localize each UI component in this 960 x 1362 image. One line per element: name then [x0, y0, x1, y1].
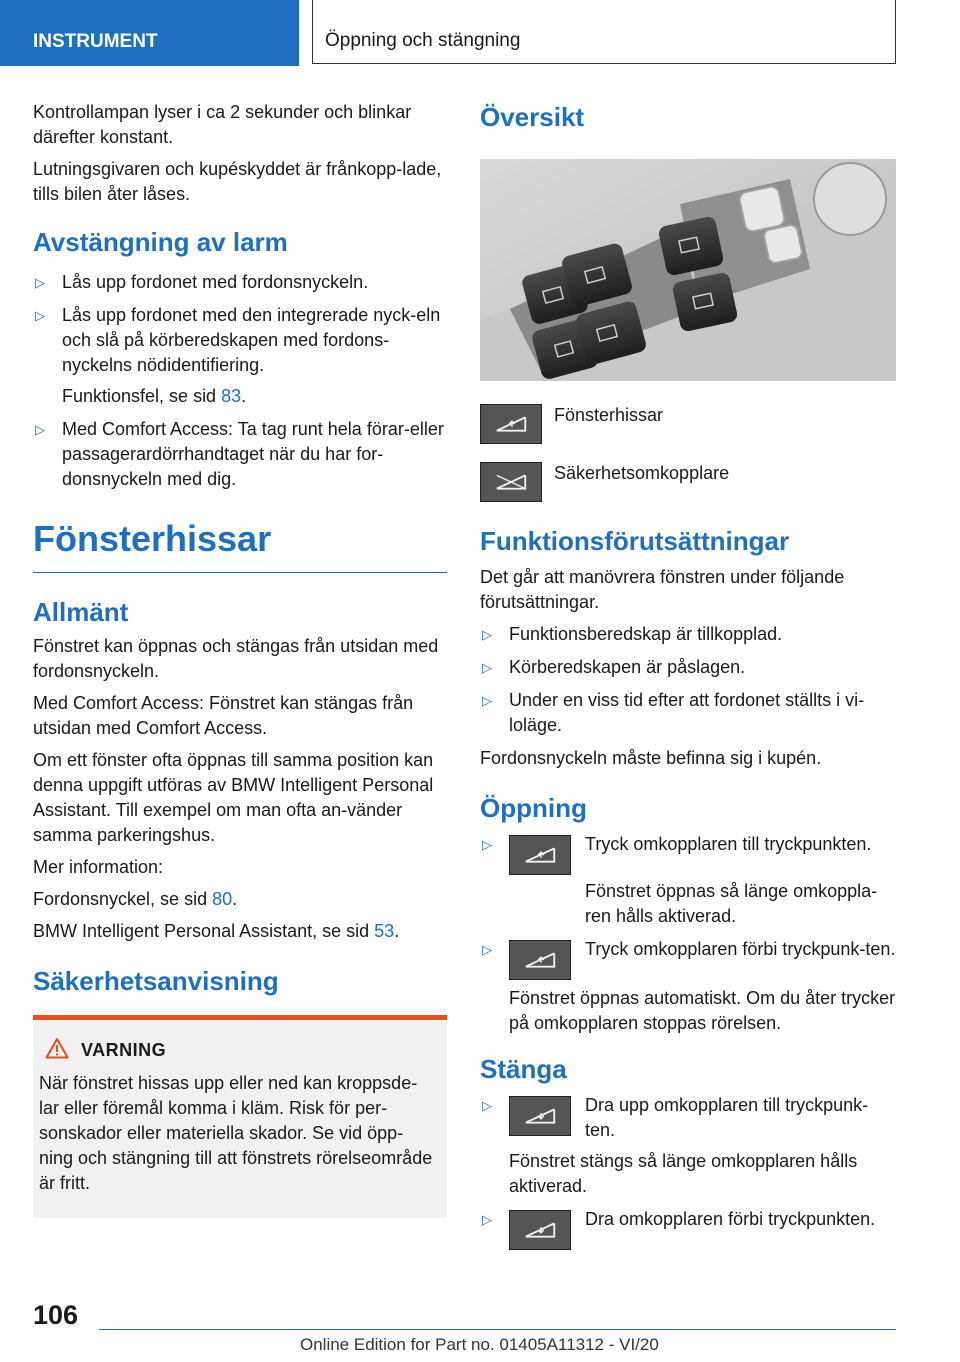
general-heading: Allmänt	[33, 597, 129, 627]
chapter-tab: INSTRUMENT	[0, 0, 299, 66]
list-item-result: Fönstret öppnas så länge omkoppla-ren hålls aktiverad.	[585, 881, 878, 926]
reference-text: BMW Intelligent Personal Assistant, se sid	[33, 921, 375, 941]
prereq-heading: Funktionsförutsättningar	[480, 526, 790, 556]
bullet-triangle-icon: ▷	[482, 1212, 492, 1227]
list-item	[480, 655, 896, 680]
bullet-triangle-icon: ▷	[482, 837, 492, 852]
general-paragraph: Med Comfort Access: Fönstret kan stängas från utsidan med Comfort Access.	[33, 693, 414, 738]
list-item-text: Dra omkopplaren förbi tryckpunkten.	[585, 1209, 876, 1229]
window-lifts-title: Fönsterhissar	[33, 518, 447, 573]
list-item-text: Under en viss tid efter att fordonet ställts i vi-loläge.	[509, 690, 865, 735]
warning-label: VARNING	[81, 1040, 167, 1060]
opening-heading: Öppning	[480, 793, 587, 823]
page-link-80[interactable]: 80	[212, 889, 233, 909]
section-title: Öppning och stängning	[312, 0, 896, 64]
reference-suffix: .	[232, 889, 238, 909]
reference-text: Fordonsnyckel, se sid	[33, 889, 213, 909]
list-item	[480, 622, 896, 647]
bullet-triangle-icon: ▷	[35, 422, 45, 437]
bullet-triangle-icon: ▷	[482, 693, 492, 708]
list-item-text: Lås upp fordonet med den integrerade nyck-eln och slå på körberedskapen med fordons-nyckelns nödidentifiering.	[62, 305, 441, 375]
reference-suffix: .	[394, 921, 400, 941]
list-item-result: Fönstret stängs så länge omkopplaren hålls aktiverad.	[509, 1151, 858, 1196]
note-suffix: .	[241, 386, 247, 406]
window-lift-switch-icon	[509, 1210, 571, 1250]
left-column	[33, 100, 447, 1218]
bullet-triangle-icon: ▷	[482, 627, 492, 642]
alarm-off-list	[33, 270, 447, 492]
bullet-triangle-icon: ▷	[482, 660, 492, 675]
list-item	[33, 270, 447, 295]
list-item	[480, 1093, 896, 1199]
window-lift-switch-icon	[480, 404, 542, 444]
general-paragraph: Mer information:	[33, 857, 164, 877]
list-item-text: Dra upp omkopplaren till tryckpunk-ten.	[585, 1095, 869, 1140]
intro-paragraph: Kontrollampan lyser i ca 2 sekunder och blinkar därefter konstant.	[33, 102, 412, 147]
list-item-text: Med Comfort Access: Ta tag runt hela förar-eller passagerardörrhandtaget när du har for-donsnyckeln med dig.	[62, 419, 444, 489]
bullet-triangle-icon: ▷	[35, 308, 45, 323]
footer-divider	[99, 1329, 896, 1330]
edition-note: Online Edition for Part no. 01405A11312 - VI/20	[300, 1335, 659, 1354]
list-item-result: Fönstret öppnas automatiskt. Om du åter trycker på omkopplaren stoppas rörelsen.	[509, 988, 896, 1033]
warning-text: När fönstret hissas upp eller ned kan kroppsde-lar eller föremål komma i kläm. Risk för per-sonskador eller materiella skador. Se vid öpp-ning och stängning till att fönstrets rörelseområde är fritt.	[39, 1073, 433, 1193]
prereq-list	[480, 622, 896, 738]
opening-list	[480, 832, 896, 1036]
closing-list	[480, 1093, 896, 1250]
prereq-outro: Fordonsnyckeln måste befinna sig i kupén.	[480, 748, 822, 768]
window-switch-panel-image	[480, 159, 896, 381]
warning-header	[81, 1040, 435, 1061]
malfunction-note	[62, 384, 447, 409]
window-lift-switch-icon	[509, 835, 571, 875]
list-item	[33, 303, 447, 409]
window-lift-switch-icon	[509, 940, 571, 980]
list-item	[480, 688, 896, 738]
bullet-triangle-icon: ▷	[482, 942, 492, 957]
reference-line	[33, 887, 447, 912]
list-item	[480, 937, 896, 1036]
legend-safety-switch	[480, 462, 896, 502]
closing-heading: Stänga	[480, 1054, 567, 1084]
list-item	[480, 1207, 896, 1250]
page-link-83[interactable]: 83	[221, 386, 242, 406]
bullet-triangle-icon: ▷	[482, 1098, 492, 1113]
legend-label: Säkerhetsomkopplare	[554, 463, 730, 483]
bullet-triangle-icon: ▷	[35, 275, 45, 290]
right-column	[480, 100, 896, 1258]
note-text: Funktionsfel, se sid	[62, 386, 222, 406]
page-number: 106	[33, 1300, 79, 1330]
general-paragraph: Fönstret kan öppnas och stängas från utsidan med fordonsnyckeln.	[33, 636, 439, 681]
legend-label: Fönsterhissar	[554, 405, 664, 425]
general-paragraph: Om ett fönster ofta öppnas till samma position kan denna uppgift utföras av BMW Intelligent Personal Assistant. Till exempel om man ofta an-vänder samma parkeringshus.	[33, 750, 434, 845]
intro-paragraph: Lutningsgivaren och kupéskyddet är frånkopp-lade, tills bilen åter låses.	[33, 159, 442, 204]
safety-switch-icon	[480, 462, 542, 502]
warning-triangle-icon	[45, 1037, 69, 1059]
overview-heading: Översikt	[480, 102, 585, 132]
reference-line	[33, 919, 447, 944]
list-item-text: Tryck omkopplaren till tryckpunkten.	[585, 834, 872, 854]
list-item-text: Tryck omkopplaren förbi tryckpunk-ten.	[585, 939, 896, 959]
list-item	[480, 832, 896, 929]
safety-heading: Säkerhetsanvisning	[33, 966, 279, 996]
legend-window-lifts	[480, 404, 896, 444]
prereq-intro: Det går att manövrera fönstren under följande förutsättningar.	[480, 567, 845, 612]
alarm-off-heading: Avstängning av larm	[33, 227, 288, 257]
page-link-53[interactable]: 53	[374, 921, 395, 941]
list-item	[33, 417, 447, 492]
list-item-text: Körberedskapen är påslagen.	[509, 657, 746, 677]
list-item-text: Lås upp fordonet med fordonsnyckeln.	[62, 272, 369, 292]
warning-box	[33, 1015, 447, 1218]
list-item-text: Funktionsberedskap är tillkopplad.	[509, 624, 783, 644]
window-lift-switch-icon	[509, 1096, 571, 1136]
